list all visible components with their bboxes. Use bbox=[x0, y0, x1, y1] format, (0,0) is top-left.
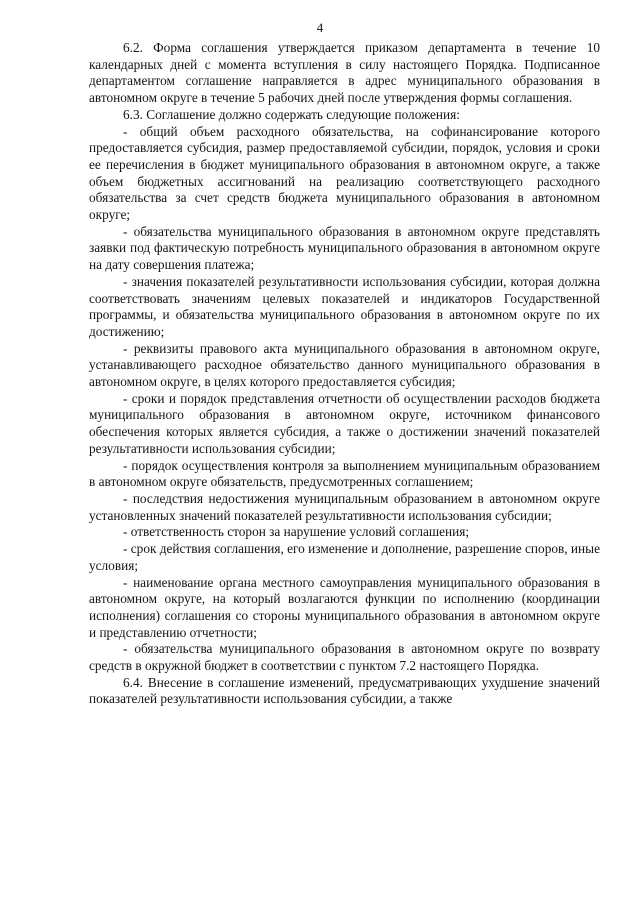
list-item-expenditure-obligation: - общий объем расходного обязательства, на софинансирование которого предоставляется субсидия, размер предоставляемой субсидии, порядок, условия и сроки ее перечисления в бюджет муниципального образования в автономном округе, а также объем бюджетных ассигнований на реализацию соответствующего расходного обязательства за счет средств бюджета муниципального образования в автономном округе; bbox=[89, 123, 600, 223]
list-item-control-procedure: - порядок осуществления контроля за выполнением муниципальным образованием в автономном округе обязательств, предусмотренных соглашением; bbox=[89, 457, 600, 490]
list-item-payment-requests: - обязательства муниципального образования в автономном округе представлять заявки под фактическую потребность муниципального образования в автономном округе на дату совершения платежа; bbox=[89, 223, 600, 273]
list-item-refund-obligation: - обязательства муниципального образования в автономном округе по возврату средств в окружной бюджет в соответствии с пунктом 7.2 настоящего Порядка. bbox=[89, 641, 600, 674]
list-item-term-and-amendment: - срок действия соглашения, его изменение и дополнение, разрешение споров, иные условия; bbox=[89, 541, 600, 573]
list-item-legal-act-details: - реквизиты правового акта муниципального образования в автономном округе, устанавливающего расходное обязательство данного муниципального образования в автономном округе, в целях которого предоставляется субсидия; bbox=[89, 340, 600, 390]
list-item-non-achievement-consequences: - последствия недостижения муниципальным образованием в автономном округе установленных значений показателей результативности использования субсидии; bbox=[89, 490, 600, 523]
list-item-performance-indicators: - значения показателей результативности использования субсидии, которая должна соответствовать значениям целевых показателей и индикаторов Государственной программы, и обязательства муниципального образования в автономном округе по их достижению; bbox=[89, 273, 600, 339]
list-item-reporting: - сроки и порядок представления отчетности об осуществлении расходов бюджета муниципального образования в автономном округе, источником финансового обеспечения которых является субсидия, а также о достижении значений показателей результативности использования субсидии; bbox=[89, 390, 600, 456]
paragraph-6-2: 6.2. Форма соглашения утверждается приказом департамента в течение 10 календарных дней с момента вступления в силу настоящего Порядка. Подписанное департаментом соглашение направляется в адрес муниципального образования в автономном округе в течение 5 рабочих дней после утверждения формы соглашения. bbox=[89, 40, 600, 106]
list-item-responsible-body: - наименование органа местного самоуправления муниципального образования в автономном округе, на который возлагаются функции по исполнению (координации исполнения) соглашения со стороны муниципального образования в автономном округе и представлению отчетности; bbox=[89, 574, 600, 640]
page-number: 4 bbox=[316, 20, 324, 35]
list-item-liability: - ответственность сторон за нарушение условий соглашения; bbox=[123, 524, 470, 540]
document-body bbox=[89, 40, 600, 708]
paragraph-6-3: 6.3. Соглашение должно содержать следующие положения: bbox=[123, 106, 460, 122]
paragraph-6-4: 6.4. Внесение в соглашение изменений, предусматривающих ухудшение значений показателей результативности использования субсидии, а также bbox=[89, 674, 600, 707]
